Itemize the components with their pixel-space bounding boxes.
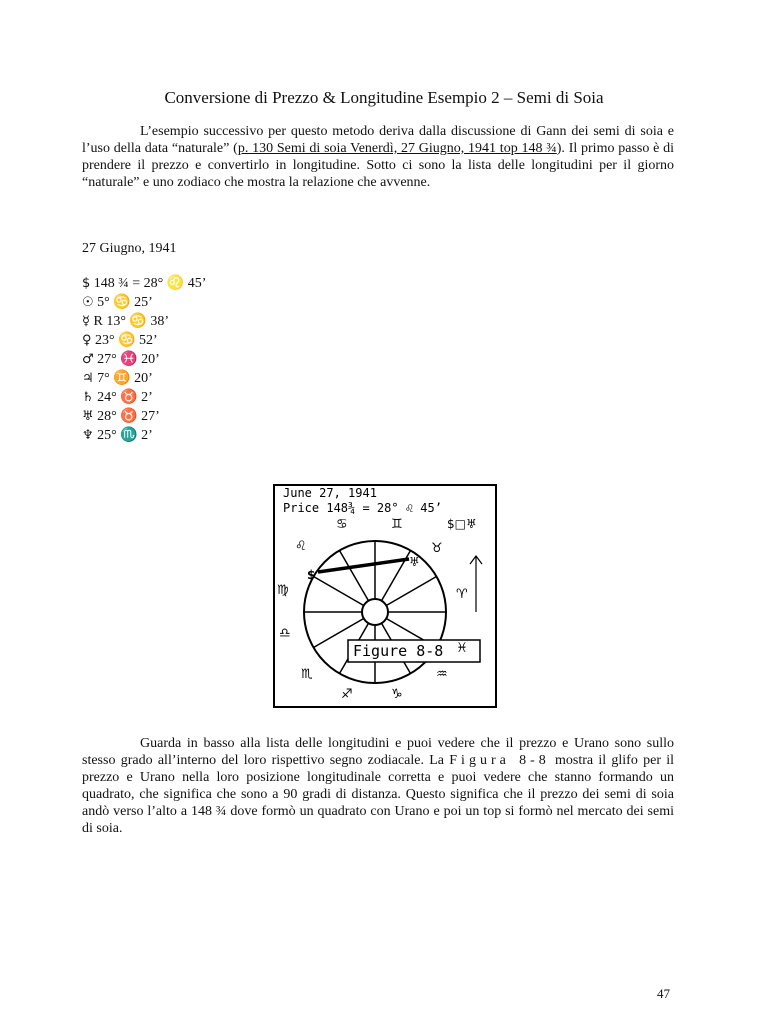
longitude-row-mars: [82, 350, 206, 369]
longitude-value: 7° ♊ 20’: [97, 371, 153, 386]
longitude-row-neptune: [82, 426, 206, 445]
intro-text-b: ). Il primo passo è di prendere il prezzo e convertirlo in longitudine. Sotto ci sono la lista delle longitudini per il giorno “naturale” e uno zodiaco che mostra la relazione che avvenne.: [82, 141, 674, 190]
sun-glyph-icon: ☉: [82, 295, 94, 310]
page-title: Conversione di Prezzo & Longitudine Esempio 2 – Semi di Soia: [164, 88, 604, 107]
virgo-sign-icon: ♍: [277, 583, 289, 598]
pisces-sign-icon: ♓: [456, 641, 468, 656]
analysis-paragraph: [82, 735, 674, 837]
zodiac-figure: [273, 484, 497, 708]
mercury-glyph-icon: ☿: [82, 314, 90, 329]
inner-circle: [362, 599, 388, 625]
analysis-text-b: mostra il glifo per il prezzo e Urano nella loro posizione longitudinale corretta e puoi vedere che stanno formando un quadrato, che significa che sono a 90 gradi di distanza. Questo significa che il prezzo dei semi di soia andò verso l’alto a 148 ¾ dove formò un quadrato con Urano e poi un top si formò nel mercato dei semi di soia.: [82, 753, 675, 836]
figure-legend: $□♅: [447, 517, 477, 531]
neptune-glyph-icon: ♆: [82, 428, 94, 443]
longitude-row-saturn: [82, 388, 206, 407]
leo-sign-icon: ♌: [295, 539, 307, 554]
analysis-text-a: Guarda in basso alla lista delle longitudini e puoi vedere che il prezzo e Urano sono sullo stesso grado all’interno del loro rispettivo segno zodiacale. La: [82, 736, 674, 768]
mars-glyph-icon: ♂: [82, 352, 94, 367]
jupiter-glyph-icon: ♃: [82, 371, 94, 386]
zodiac-wheel-svg: [273, 484, 497, 708]
source-reference: p. 130 Semi di soia Venerdì, 27 Giugno, 1941 top 148 ¾: [237, 141, 557, 156]
uranus-glyph-icon: ♅: [82, 409, 94, 424]
longitude-value: R 13° ♋ 38’: [93, 314, 170, 329]
sagittarius-sign-icon: ♐: [341, 687, 353, 702]
dollar-glyph-icon: $: [82, 276, 91, 291]
figure-price: Price 148¾ = 28° ♌ 45’: [283, 501, 442, 515]
venus-glyph-icon: ♀: [82, 333, 92, 348]
longitude-value: 23° ♋ 52’: [95, 333, 158, 348]
longitude-row-mercury: [82, 312, 206, 331]
aquarius-sign-icon: ♒: [436, 667, 448, 682]
longitude-row-uranus: [82, 407, 206, 426]
longitude-value: 148 ¾ = 28° ♌ 45’: [93, 276, 207, 291]
libra-sign-icon: ♎: [279, 626, 291, 641]
longitude-value: 27° ♓ 20’: [97, 352, 160, 367]
capricorn-sign-icon: ♑: [391, 687, 403, 702]
taurus-sign-icon: ♉: [431, 541, 443, 556]
longitude-value: 28° ♉ 27’: [97, 409, 160, 424]
page-number: 47: [657, 986, 670, 1001]
longitude-value: 24° ♉ 2’: [97, 390, 153, 405]
longitude-value: 25° ♏ 2’: [97, 428, 153, 443]
longitude-row-price: [82, 274, 206, 293]
cancer-sign-icon: ♋: [336, 517, 348, 532]
longitude-value: 5° ♋ 25’: [97, 295, 153, 310]
intro-text-a: L’esempio successivo per questo metodo deriva dalla discussione di Gann dei semi di soia e l’uso della data “naturale” (: [82, 124, 674, 156]
scorpio-sign-icon: ♏: [301, 667, 313, 682]
longitude-row-sun: [82, 293, 206, 312]
gemini-sign-icon: ♊: [391, 517, 403, 532]
figure-label: Figure 8-8: [353, 642, 444, 660]
price-marker: $: [307, 568, 316, 582]
longitude-list: [82, 274, 206, 445]
longitude-row-venus: [82, 331, 206, 350]
intro-paragraph: [82, 123, 674, 191]
figure-reference: Figura 8-8: [449, 753, 550, 768]
date-line: 27 Giugno, 1941: [82, 241, 177, 256]
figure-date: June 27, 1941: [283, 486, 377, 500]
aries-sign-icon: ♈: [456, 587, 468, 602]
saturn-glyph-icon: ♄: [82, 390, 94, 405]
longitude-row-jupiter: [82, 369, 206, 388]
uranus-marker-icon: ♅: [409, 555, 420, 569]
